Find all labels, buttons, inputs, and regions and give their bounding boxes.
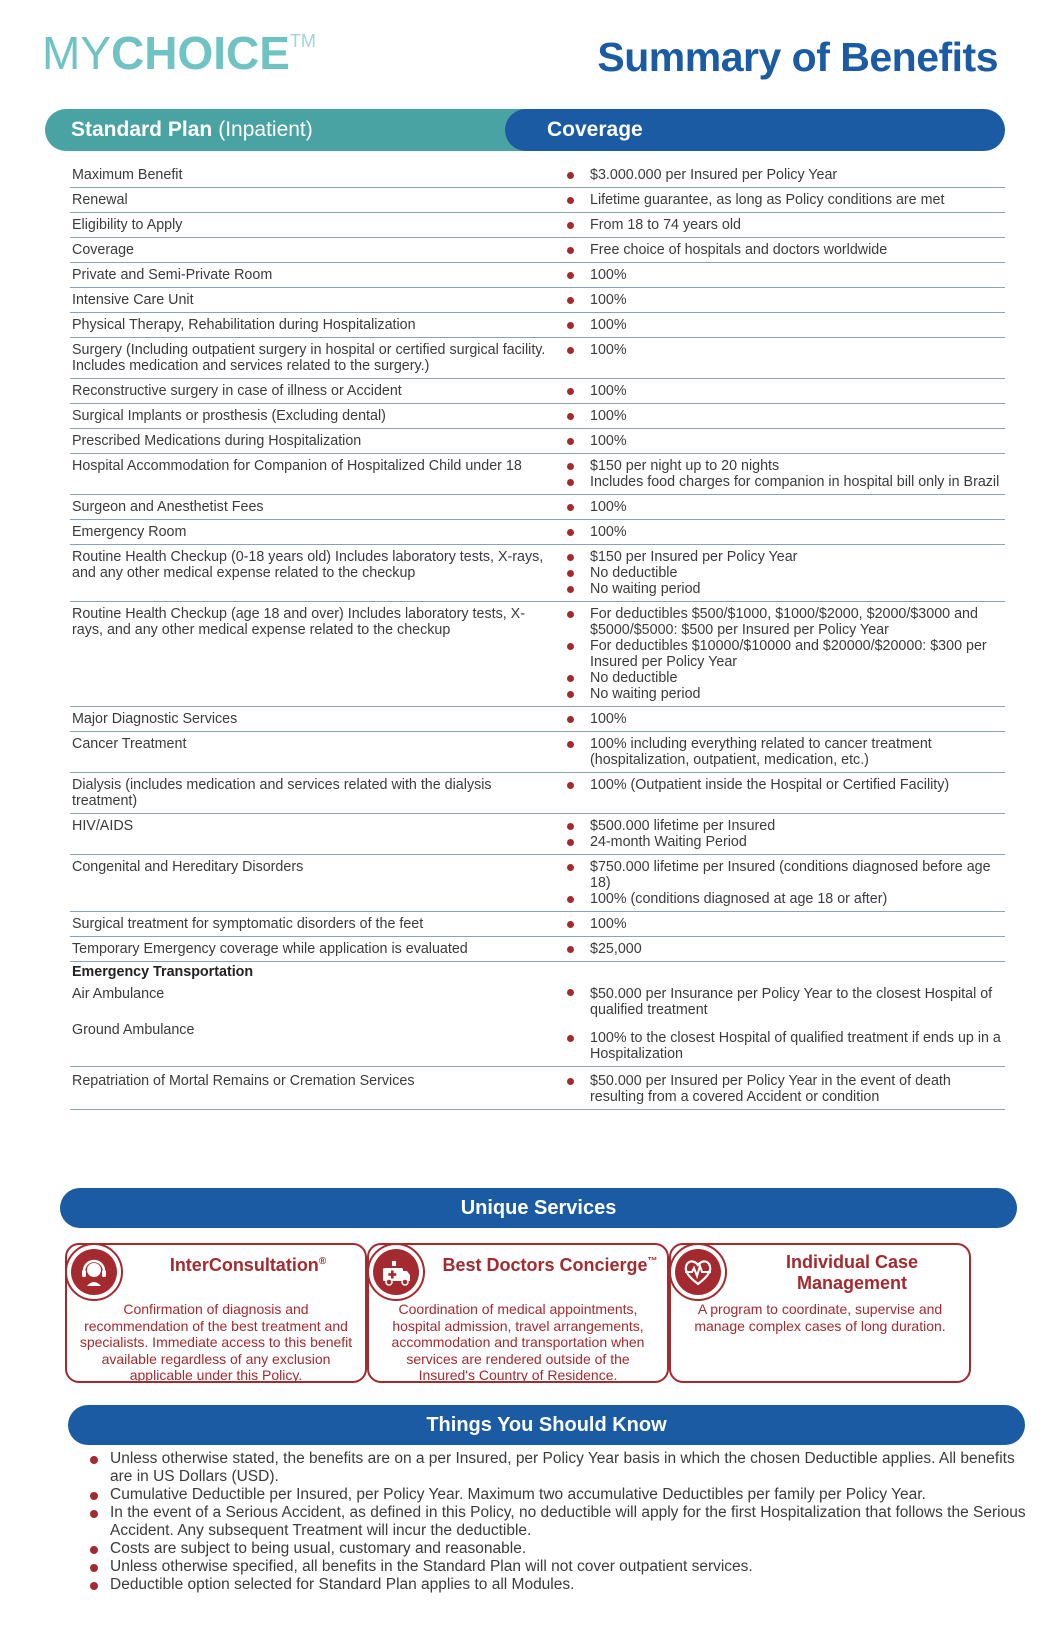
emergency-heading: Emergency Transportation [72, 964, 254, 980]
air-ambulance-label: Air Ambulance [72, 986, 165, 1002]
benefit-label: Physical Therapy, Rehabilitation during Hospitalization [72, 317, 416, 333]
coverage-item: 100% [550, 433, 1005, 449]
benefit-coverage [550, 238, 1005, 262]
benefit-row [70, 454, 1005, 495]
coverage-item: $750.000 lifetime per Insured (conditions diagnosed before age 18) [550, 859, 1005, 891]
benefit-label: Congenital and Hereditary Disorders [72, 859, 304, 875]
benefit-coverage [550, 855, 1005, 911]
coverage-item: $150 per night up to 20 nights [550, 458, 1005, 474]
benefit-label: HIV/AIDS [72, 818, 134, 834]
benefit-coverage [550, 263, 1005, 287]
coverage-item: For deductibles $10000/$10000 and $20000/$20000: $300 per Insured per Policy Year [550, 638, 1005, 670]
benefit-coverage [550, 732, 1005, 772]
benefit-coverage [550, 338, 1005, 378]
benefit-label: Temporary Emergency coverage while application is evaluated [72, 941, 468, 957]
benefit-label: Private and Semi-Private Room [72, 267, 273, 283]
coverage-item: 24-month Waiting Period [550, 834, 1005, 850]
benefit-label: Routine Health Checkup (0-18 years old) Includes laboratory tests, X-rays, and any other medical expense related to the checkup [72, 549, 544, 581]
ground-ambulance-label: Ground Ambulance [72, 1022, 195, 1038]
benefit-row [70, 288, 1005, 313]
coverage-item: 100% [550, 267, 1005, 283]
coverage-item: 100% [550, 499, 1005, 515]
benefit-row [70, 429, 1005, 454]
coverage-item: No deductible [550, 565, 1005, 581]
benefit-label: Surgical Implants or prosthesis (Excluding dental) [72, 408, 386, 424]
coverage-item: 100% [550, 292, 1005, 308]
benefit-label: Emergency Room [72, 524, 187, 540]
benefit-coverage [550, 912, 1005, 936]
benefit-label: Coverage [72, 242, 134, 258]
benefit-row [70, 313, 1005, 338]
benefit-row [70, 238, 1005, 263]
coverage-item: 100% [550, 383, 1005, 399]
benefits-table [70, 163, 1005, 1110]
coverage-header: Coverage [505, 109, 1005, 151]
benefit-coverage [550, 313, 1005, 337]
coverage-item: 100% [550, 342, 1005, 358]
coverage-item: $3.000.000 per Insured per Policy Year [550, 167, 1005, 183]
note-item: Unless otherwise stated, the benefits are on a per Insured, per Policy Year basis in which the chosen Deductible applies. All benefits are in US Dollars (USD). [86, 1450, 1026, 1486]
benefit-coverage [550, 814, 1005, 854]
repatriation-coverage: $50.000 per Insured per Policy Year in the event of death resulting from a covered Accident or condition [550, 1073, 1005, 1105]
benefit-coverage [550, 602, 1005, 706]
benefit-label: Dialysis (includes medication and services related with the dialysis treatment) [72, 777, 492, 809]
service-card-best-doctors [367, 1243, 669, 1383]
coverage-item: 100% including everything related to cancer treatment (hospitalization, outpatient, medication, etc.) [550, 736, 1005, 768]
ambulance-icon [367, 1243, 425, 1301]
benefit-coverage [550, 404, 1005, 428]
coverage-item: Free choice of hospitals and doctors worldwide [550, 242, 1005, 258]
things-to-know-banner: Things You Should Know [68, 1405, 1025, 1445]
heartbeat-icon [669, 1243, 727, 1301]
benefit-label: Renewal [72, 192, 128, 208]
air-ambulance-row [70, 980, 1005, 1022]
coverage-item: From 18 to 74 years old [550, 217, 1005, 233]
benefit-label: Surgical treatment for symptomatic disorders of the feet [72, 916, 424, 932]
benefit-row [70, 912, 1005, 937]
benefit-row [70, 188, 1005, 213]
benefit-coverage [550, 520, 1005, 544]
benefit-label: Surgery (Including outpatient surgery in hospital or certified surgical facility. Includes medication and services related to the surgery.) [72, 342, 546, 374]
coverage-item: Includes food charges for companion in hospital bill only in Brazil [550, 474, 1005, 490]
benefit-row [70, 937, 1005, 962]
benefit-coverage [550, 495, 1005, 519]
benefit-coverage [550, 707, 1005, 731]
coverage-item: No waiting period [550, 686, 1005, 702]
logo-my: MY [42, 27, 111, 79]
benefit-row [70, 732, 1005, 773]
coverage-item: 100% (Outpatient inside the Hospital or Certified Facility) [550, 777, 1005, 793]
repatriation-label: Repatriation of Mortal Remains or Cremation Services [72, 1073, 415, 1089]
benefit-coverage [550, 163, 1005, 187]
note-item: In the event of a Serious Accident, as defined in this Policy, no deductible will apply for the first Hospitalization that follows the Serious Accident. Any subsequent Treatment will incur the deductible. [86, 1504, 1026, 1540]
logo-choice: CHOICE [111, 27, 290, 79]
benefit-row [70, 213, 1005, 238]
coverage-item: $150 per Insured per Policy Year [550, 549, 1005, 565]
coverage-item: For deductibles $500/$1000, $1000/$2000, $2000/$3000 and $5000/$5000: $500 per Insured per Policy Year [550, 606, 1005, 638]
benefit-row [70, 773, 1005, 814]
benefit-coverage [550, 429, 1005, 453]
service-title: Individual Case Management [785, 1252, 919, 1293]
air-ambulance-coverage: $50.000 per Insurance per Policy Year to the closest Hospital of qualified treatment [550, 984, 1005, 1018]
page-title: Summary of Benefits [597, 34, 998, 80]
benefit-coverage [550, 937, 1005, 961]
benefit-row [70, 379, 1005, 404]
benefit-label: Eligibility to Apply [72, 217, 183, 233]
benefit-row [70, 495, 1005, 520]
plan-name: Standard Plan [71, 118, 213, 141]
benefit-row [70, 602, 1005, 707]
plan-header [45, 109, 525, 151]
benefit-label: Reconstructive surgery in case of illness or Accident [72, 383, 402, 399]
benefit-row [70, 163, 1005, 188]
coverage-item: 100% (conditions diagnosed at age 18 or after) [550, 891, 1005, 907]
benefit-label: Prescribed Medications during Hospitalization [72, 433, 362, 449]
coverage-item: $25,000 [550, 941, 1005, 957]
coverage-item: 100% [550, 524, 1005, 540]
benefit-rows [70, 163, 1005, 962]
service-title: InterConsultation® [169, 1255, 327, 1275]
service-description: Confirmation of diagnosis and recommendation of the best treatment and specialists. Immediate access to this benefit available regardless of any exclusion applicable under this Policy. [79, 1301, 353, 1383]
coverage-item: 100% [550, 408, 1005, 424]
service-card-interconsultation [65, 1243, 367, 1383]
benefit-row [70, 263, 1005, 288]
service-card-case-management [669, 1243, 971, 1383]
benefit-label: Cancer Treatment [72, 736, 187, 752]
unique-services-banner: Unique Services [60, 1188, 1017, 1228]
benefit-coverage [550, 188, 1005, 212]
note-item: Costs are subject to being usual, customary and reasonable. [86, 1540, 1026, 1558]
benefit-coverage [550, 379, 1005, 403]
table-header [45, 109, 1005, 151]
service-description: Coordination of medical appointments, hospital admission, travel arrangements, accommodation and transportation when services are rendered outside of the Insured's Country of Residence. [391, 1301, 645, 1383]
benefit-row [70, 814, 1005, 855]
coverage-item: 100% [550, 711, 1005, 727]
coverage-item: $500.000 lifetime per Insured [550, 818, 1005, 834]
benefit-label: Surgeon and Anesthetist Fees [72, 499, 264, 515]
things-to-know-list [86, 1450, 1026, 1594]
coverage-item: 100% [550, 317, 1005, 333]
ground-ambulance-row [70, 1022, 1005, 1067]
benefit-label: Maximum Benefit [72, 167, 183, 183]
note-item: Deductible option selected for Standard Plan applies to all Modules. [86, 1576, 1026, 1594]
ground-ambulance-coverage: 100% to the closest Hospital of qualified treatment if ends up in a Hospitalization [550, 1030, 1005, 1062]
benefit-row [70, 338, 1005, 379]
coverage-item: 100% [550, 916, 1005, 932]
headset-icon [65, 1243, 123, 1301]
benefit-coverage [550, 545, 1005, 601]
benefit-label: Intensive Care Unit [72, 292, 194, 308]
benefit-row [70, 520, 1005, 545]
benefit-row [70, 545, 1005, 602]
benefit-row [70, 707, 1005, 732]
coverage-item: Lifetime guarantee, as long as Policy conditions are met [550, 192, 1005, 208]
note-item: Unless otherwise specified, all benefits in the Standard Plan will not cover outpatient services. [86, 1558, 1026, 1576]
brand-logo [42, 27, 316, 79]
benefit-coverage [550, 773, 1005, 813]
benefit-coverage [550, 454, 1005, 494]
coverage-item: No waiting period [550, 581, 1005, 597]
repatriation-row [70, 1067, 1005, 1110]
unique-services-cards [65, 1243, 1020, 1383]
benefit-coverage [550, 288, 1005, 312]
note-item: Cumulative Deductible per Insured, per Policy Year. Maximum two accumulative Deductibles per family per Policy Year. [86, 1486, 1026, 1504]
service-title: Best Doctors Concierge™ [442, 1255, 658, 1275]
benefit-label: Routine Health Checkup (age 18 and over) Includes laboratory tests, X-rays, and any other medical expense related to the checkup [72, 606, 525, 638]
emergency-heading-row [70, 962, 1005, 980]
benefit-row [70, 855, 1005, 912]
benefit-label: Major Diagnostic Services [72, 711, 238, 727]
benefit-label: Hospital Accommodation for Companion of Hospitalized Child under 18 [72, 458, 522, 474]
benefit-row [70, 404, 1005, 429]
service-description: A program to coordinate, supervise and manage complex cases of long duration. [694, 1301, 946, 1334]
logo-tm: TM [289, 31, 316, 51]
plan-type: (Inpatient) [218, 118, 313, 141]
coverage-item: No deductible [550, 670, 1005, 686]
benefit-coverage [550, 213, 1005, 237]
